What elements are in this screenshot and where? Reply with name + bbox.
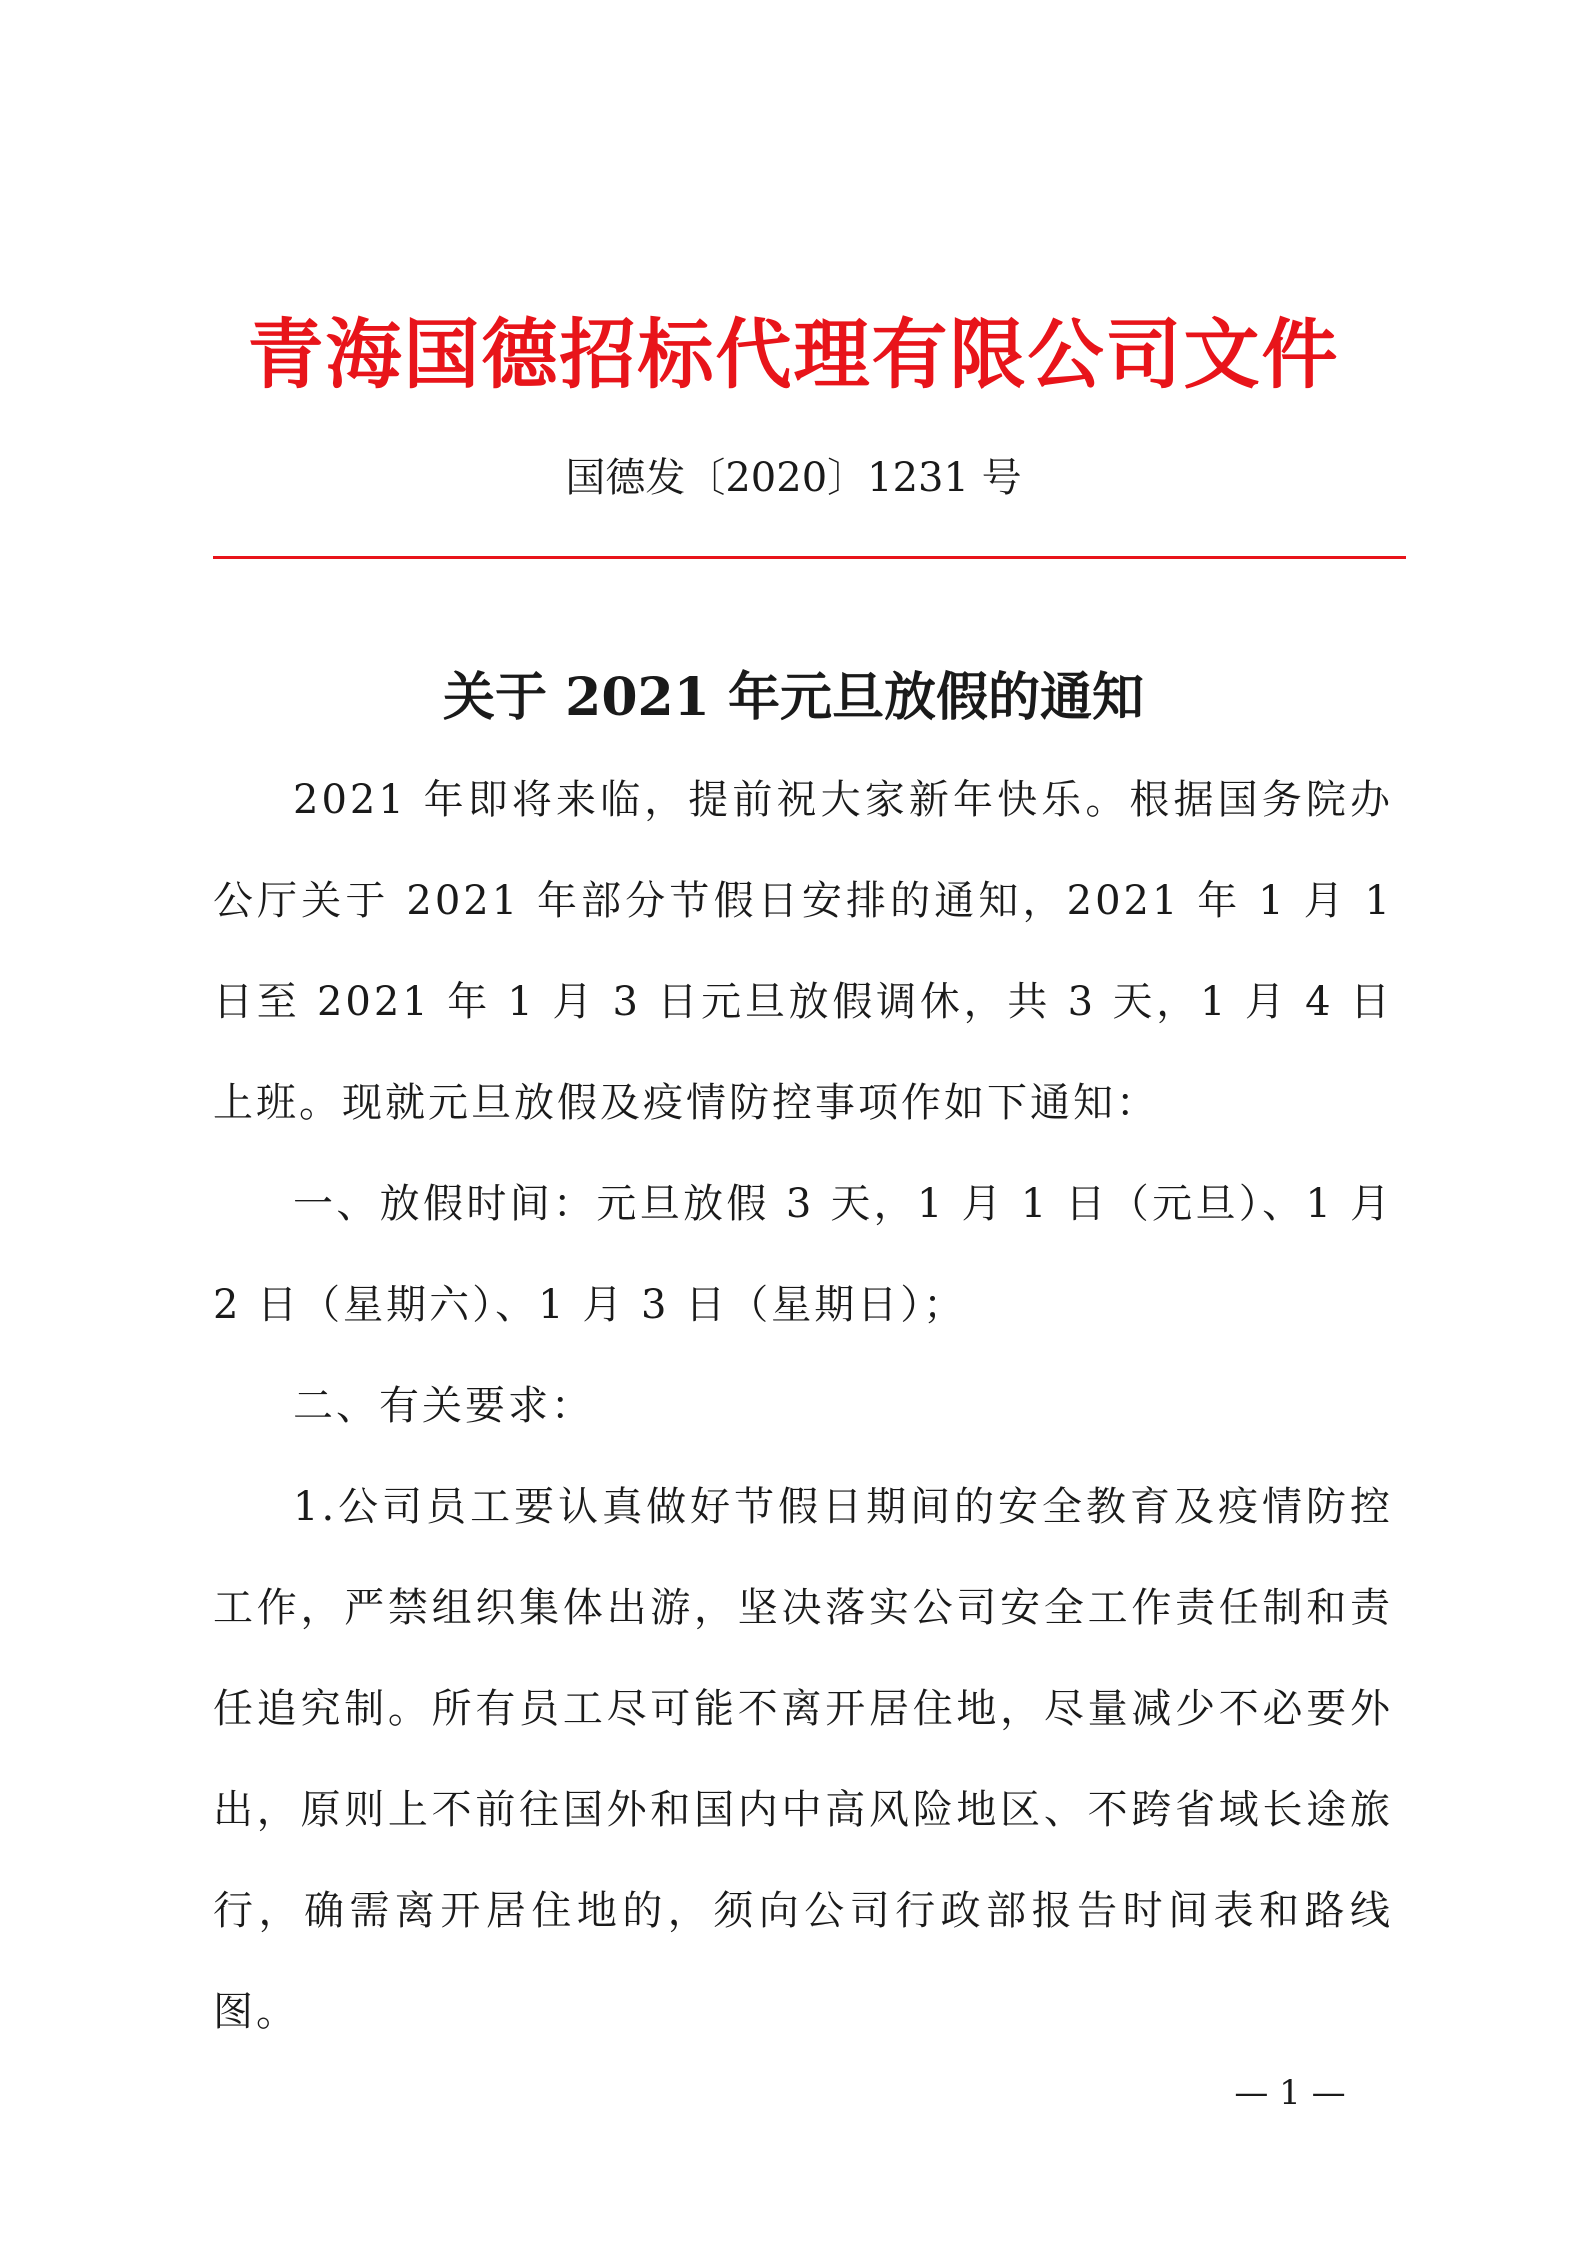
notice-title: 关于 2021 年元旦放假的通知 xyxy=(443,667,1144,728)
org-title: 青海国德招标代理有限公司文件 xyxy=(247,310,1340,399)
page-number: — 1 — xyxy=(1234,2073,1346,2113)
notice-body xyxy=(213,750,1393,2063)
paragraph-requirements-heading: 二、有关要求： xyxy=(293,1383,594,1429)
doc-number: 国德发〔2020〕1231 号 xyxy=(565,455,1022,501)
paragraph-intro: 2021 年即将来临，提前祝大家新年快乐。根据国务院办公厅关于 2021 年部分节假日安排的通知，2021 年 1 月 1 日至 2021 年 1 月 3 日元旦放假调休，共 3 天，1 月 4 日上班。现就元旦放假及疫情防控事项作如下通知： xyxy=(213,777,1393,1126)
paragraph-holiday-time: 一、放假时间：元旦放假 3 天，1 月 1 日（元旦）、1 月 2 日（星期六）、1 月 3 日（星期日）； xyxy=(213,1181,1393,1328)
header-divider xyxy=(213,556,1406,559)
paragraph-requirement-1: 1.公司员工要认真做好节假日期间的安全教育及疫情防控工作，严禁组织集体出游，坚决落实公司安全工作责任制和责任追究制。所有员工尽可能不离开居住地，尽量减少不必要外出，原则上不前往国外和国内中高风险地区、不跨省域长途旅行，确需离开居住地的，须向公司行政部报告时间表和路线图。 xyxy=(213,1484,1393,2035)
